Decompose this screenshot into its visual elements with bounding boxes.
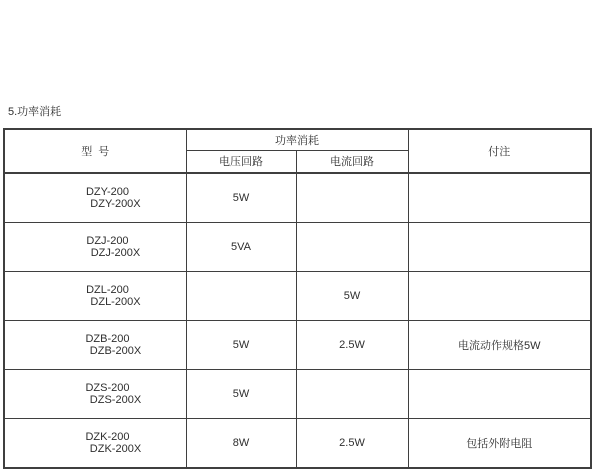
note-cell [408, 173, 591, 223]
note-cell [408, 223, 591, 272]
note-cell: 包括外附电阻 [408, 419, 591, 469]
voltage-cell: 5VA [186, 223, 296, 272]
table-row [4, 370, 591, 419]
model-a: DZS-200 [85, 382, 130, 394]
table-row [4, 223, 591, 272]
note-cell: 电流动作规格5W [408, 321, 591, 370]
col-header-voltage-circuit: 电压回路 [186, 150, 296, 173]
current-cell: 2.5W [296, 419, 408, 469]
model-a: DZL-200 [86, 284, 129, 296]
voltage-cell: 8W [186, 419, 296, 469]
table-row [4, 419, 591, 469]
col-header-model: 型 号 [4, 129, 186, 173]
model-cell [4, 173, 186, 223]
power-consumption-table [3, 128, 592, 469]
note-cell [408, 370, 591, 419]
section-title: 5.功率消耗 [8, 106, 62, 118]
current-cell: 2.5W [296, 321, 408, 370]
header-row-1 [4, 129, 591, 150]
model-b: DZL-200X [90, 296, 141, 308]
model-cell [4, 370, 186, 419]
current-cell [296, 223, 408, 272]
current-cell [296, 173, 408, 223]
model-a: DZK-200 [85, 431, 130, 443]
current-cell [296, 370, 408, 419]
model-cell [4, 419, 186, 469]
model-b: DZJ-200X [90, 247, 141, 259]
voltage-cell: 5W [186, 173, 296, 223]
voltage-cell [186, 272, 296, 321]
table-header [4, 129, 591, 173]
col-header-notes: 付注 [408, 129, 591, 173]
model-a: DZB-200 [85, 333, 130, 345]
model-a: DZY-200 [85, 186, 129, 198]
current-cell: 5W [296, 272, 408, 321]
col-header-current-circuit: 电流回路 [296, 150, 408, 173]
voltage-cell: 5W [186, 321, 296, 370]
model-b: DZY-200X [90, 198, 141, 210]
col-header-power-group: 功率消耗 [186, 129, 408, 150]
model-cell [4, 272, 186, 321]
model-b: DZK-200X [89, 443, 142, 455]
model-b: DZS-200X [89, 394, 142, 406]
model-cell [4, 321, 186, 370]
table-row [4, 321, 591, 370]
table-body [4, 173, 591, 468]
model-cell [4, 223, 186, 272]
voltage-cell: 5W [186, 370, 296, 419]
table-row [4, 272, 591, 321]
note-cell [408, 272, 591, 321]
model-a: DZJ-200 [86, 235, 129, 247]
model-b: DZB-200X [89, 345, 142, 357]
table-row [4, 173, 591, 223]
